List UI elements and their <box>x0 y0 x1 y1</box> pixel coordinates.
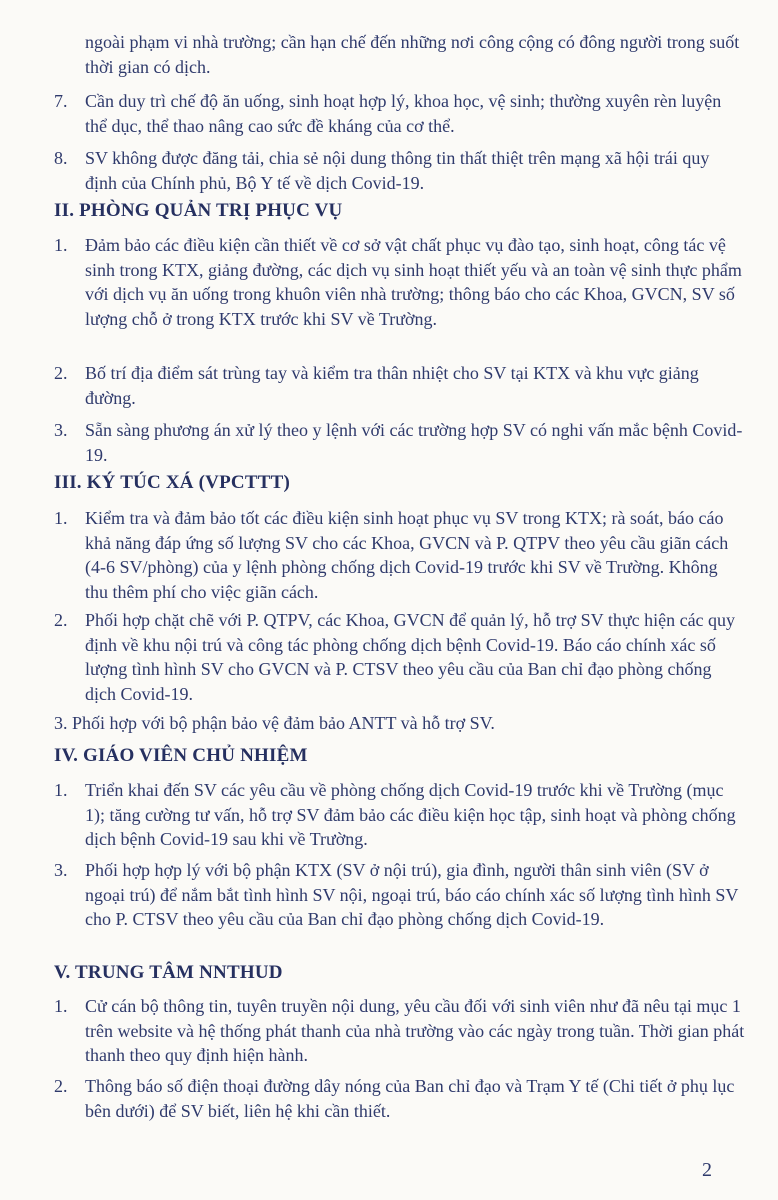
list-item-number: 1. <box>54 996 68 1016</box>
list-item-text: Triển khai đến SV các yêu cầu về phòng chống dịch Covid-19 trước khi về Trường (mục 1); tăng cường tư vấn, hỗ trợ SV đảm bảo các điều kiện học tập, sinh hoạt và phòng chống dịch bệnh Covid-19 sau khi về Trường. <box>85 780 736 849</box>
list-item-text: Sẵn sàng phương án xử lý theo y lệnh với các trường hợp SV có nghi vấn mắc bệnh Covid-19. <box>85 420 743 465</box>
list-item-number: 3. <box>54 420 68 440</box>
list-item-text: Kiểm tra và đảm bảo tốt các điều kiện sinh hoạt phục vụ SV trong KTX; rà soát, báo cáo khả năng đáp ứng số lượng SV cho các Khoa, GVCN và P. QTPV theo yêu cầu giãn cách (4-6 SV/phòng) của y lệnh phòng chống dịch Covid-19 trước khi SV về Trường. Không thu thêm phí cho việc giãn cách. <box>85 508 729 602</box>
list-item-number: 1. <box>54 780 68 800</box>
list-item-number: 7. <box>54 91 68 111</box>
list-item-text: Thông báo số điện thoại đường dây nóng của Ban chỉ đạo và Trạm Y tế (Chi tiết ở phụ lục bên dưới) để SV biết, liên hệ khi cần thiết. <box>85 1076 735 1121</box>
list-item-number: 1. <box>54 235 68 255</box>
list-item-text: Cần duy trì chế độ ăn uống, sinh hoạt hợp lý, khoa học, vệ sinh; thường xuyên rèn luyện thể dục, thể thao nâng cao sức đề kháng của cơ thể. <box>85 91 722 136</box>
section-heading-iii: III. KÝ TÚC XÁ (VPCTTT) <box>54 472 290 493</box>
list-item-number: 2. <box>54 1076 68 1096</box>
list-item-text: Phối hợp chặt chẽ với P. QTPV, các Khoa, GVCN để quản lý, hỗ trợ SV thực hiện các quy định về khu nội trú và công tác phòng chống dịch bệnh Covid-19. Báo cáo chính xác số lượng tình hình SV cho GVCN và P. CTSV theo yêu cầu của Ban chỉ đạo phòng chống dịch Covid-19. <box>85 610 736 704</box>
list-item-text: Đảm bảo các điều kiện cần thiết về cơ sở vật chất phục vụ đào tạo, sinh hoạt, công tác vệ sinh trong KTX, giảng đường, các dịch vụ sinh hoạt thiết yếu và an toàn vệ sinh thực phẩm với dịch vụ ăn uống trong khuôn viên nhà trường; thông báo cho các Khoa, GVCN, SV số lượng chỗ ở trong KTX trước khi SV về Trường. <box>85 235 742 329</box>
list-item-text: Phối hợp hợp lý với bộ phận KTX (SV ở nội trú), gia đình, người thân sinh viên (SV ở ngoại trú) để nắm bắt tình hình SV nội, ngoại trú, báo cáo chính xác số lượng tình hình SV cho P. CTSV theo yêu cầu của Ban chỉ đạo phòng chống dịch Covid-19. <box>85 860 739 929</box>
list-item-text: ngoài phạm vi nhà trường; cần hạn chế đến những nơi công cộng có đông người trong suốt thời gian có dịch. <box>85 32 740 77</box>
section-heading-ii: II. PHÒNG QUẢN TRỊ PHỤC VỤ <box>54 200 343 221</box>
list-item-text: Cử cán bộ thông tin, tuyên truyền nội dung, yêu cầu đối với sinh viên như đã nêu tại mục 1 trên website và hệ thống phát thanh của nhà trường vào các ngày trong tuần. Thời gian phát thanh theo quy định hiện hành. <box>85 996 745 1065</box>
list-item-number: 2. <box>54 363 68 383</box>
list-item-text: SV không được đăng tải, chia sẻ nội dung thông tin thất thiệt trên mạng xã hội trái quy định của Chính phủ, Bộ Y tế về dịch Covid-19. <box>85 148 710 193</box>
list-item-text: Bố trí địa điểm sát trùng tay và kiểm tra thân nhiệt cho SV tại KTX và khu vực giảng đường. <box>85 363 699 408</box>
list-item-number: 2. <box>54 610 68 630</box>
list-item-number: 3. <box>54 860 68 880</box>
list-item-number: 1. <box>54 508 68 528</box>
page-number: 2 <box>702 1159 712 1181</box>
list-item-text: 3. Phối hợp với bộ phận bảo vệ đảm bảo ANTT và hỗ trợ SV. <box>54 713 495 733</box>
list-item-number: 8. <box>54 148 68 168</box>
section-heading-iv: IV. GIÁO VIÊN CHỦ NHIỆM <box>54 745 308 766</box>
section-heading-v: V. TRUNG TÂM NNTHUD <box>54 962 283 983</box>
